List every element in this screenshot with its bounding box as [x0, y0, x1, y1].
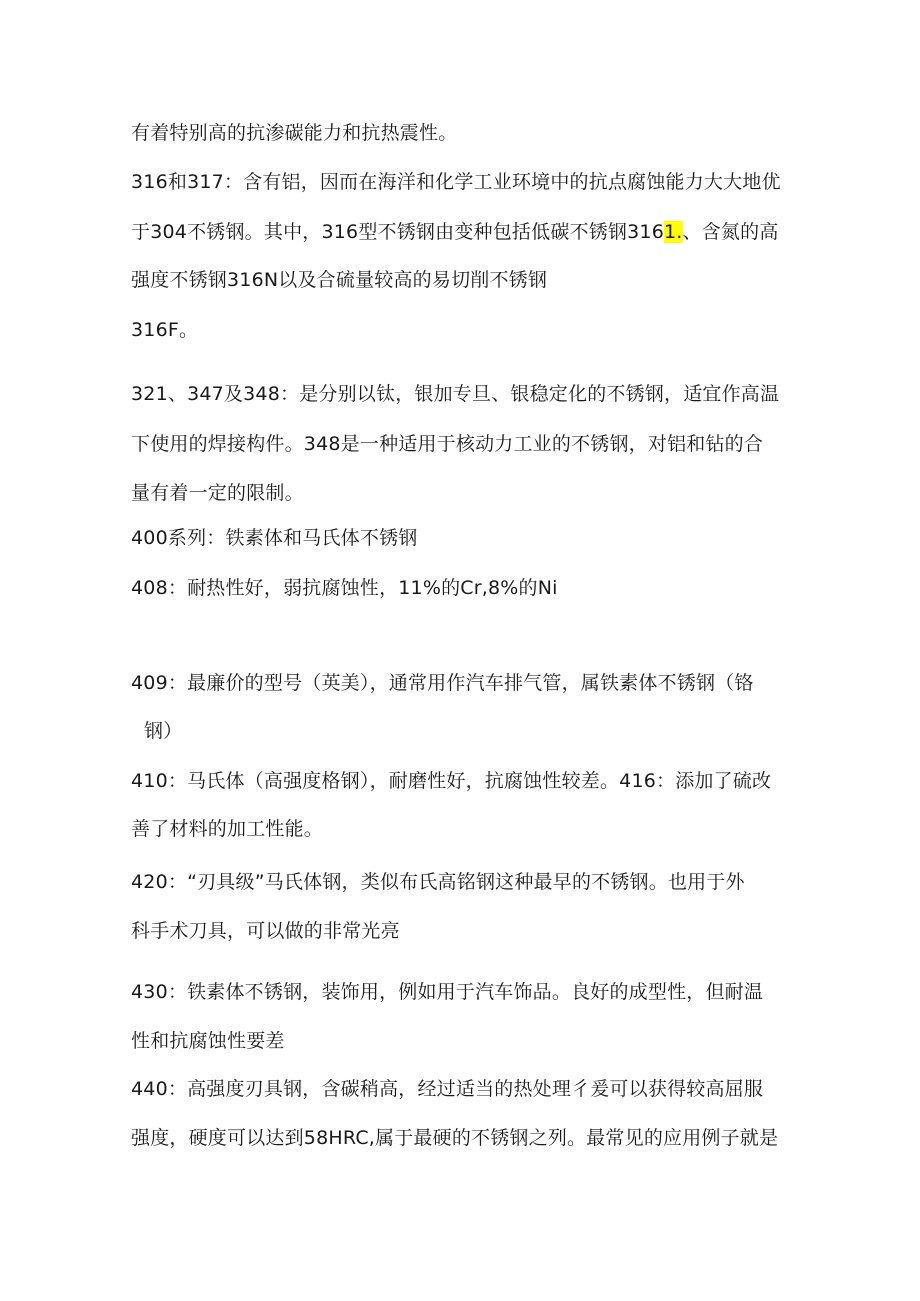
- text-line: 钢）: [144, 720, 183, 742]
- text-line: 420：“刃具级”马氏体钢，类似布氏高铭钢这种最早的不锈钢。也用于外: [131, 871, 745, 893]
- text-line: 下使用的焊接构件。348是一种适用于核动力工业的不锈钢，对铝和钻的合: [131, 433, 764, 455]
- text-line: 科手术刀具，可以做的非常光亮: [131, 920, 400, 942]
- text-line: 410：马氏体（高强度格钢），耐磨性好，抗腐蚀性较差。416：添加了硫改: [131, 770, 772, 792]
- text-line: 量有着一定的限制。: [131, 482, 304, 504]
- text-line: 408：耐热性好，弱抗腐蚀性，11%的Cr,8%的Ni: [131, 577, 558, 599]
- text-line: 440：高强度刃具钢，含碳稍高，经过适当的热处理彳爰可以获得较高屈服: [131, 1078, 764, 1100]
- text-line: 性和抗腐蚀性要差: [131, 1030, 285, 1052]
- text-line: 强度，硬度可以达到58HRC,属于最硬的不锈钢之列。最常见的应用例子就是: [131, 1127, 779, 1149]
- text-line: 316和317：含有铝，因而在海洋和化学工业环境中的抗点腐蚀能力大大地优: [131, 171, 781, 193]
- text-line: 321、347及348：是分别以钛，银加专旦、银稳定化的不锈钢，适宜作高温: [131, 383, 780, 405]
- text-line: 430：铁素体不锈钢，装饰用，例如用于汽车饰品。良好的成型性，但耐温: [131, 981, 764, 1003]
- text-line: 善了材料的加工性能。: [131, 818, 324, 840]
- text-segment: 、含氮的高: [682, 221, 779, 243]
- text-line-with-highlight: [131, 220, 779, 244]
- text-line: 强度不锈钢316N以及合硫量较高的易切削不锈钢: [131, 269, 548, 291]
- text-line: 有着特别高的抗渗碳能力和抗热震性。: [131, 122, 458, 144]
- text-line: 316F。: [131, 319, 199, 341]
- text-line: 409：最廉价的型号（英美），通常用作汽车排气管，属铁素体不锈钢（铬: [131, 672, 754, 694]
- text-segment: 于304不锈钢。其中，316型不锈钢由变种包括低碳不锈钢316: [131, 221, 664, 243]
- highlighted-text: 1.: [664, 221, 683, 243]
- text-line: 400系列：铁素体和马氏体不锈钢: [131, 527, 418, 549]
